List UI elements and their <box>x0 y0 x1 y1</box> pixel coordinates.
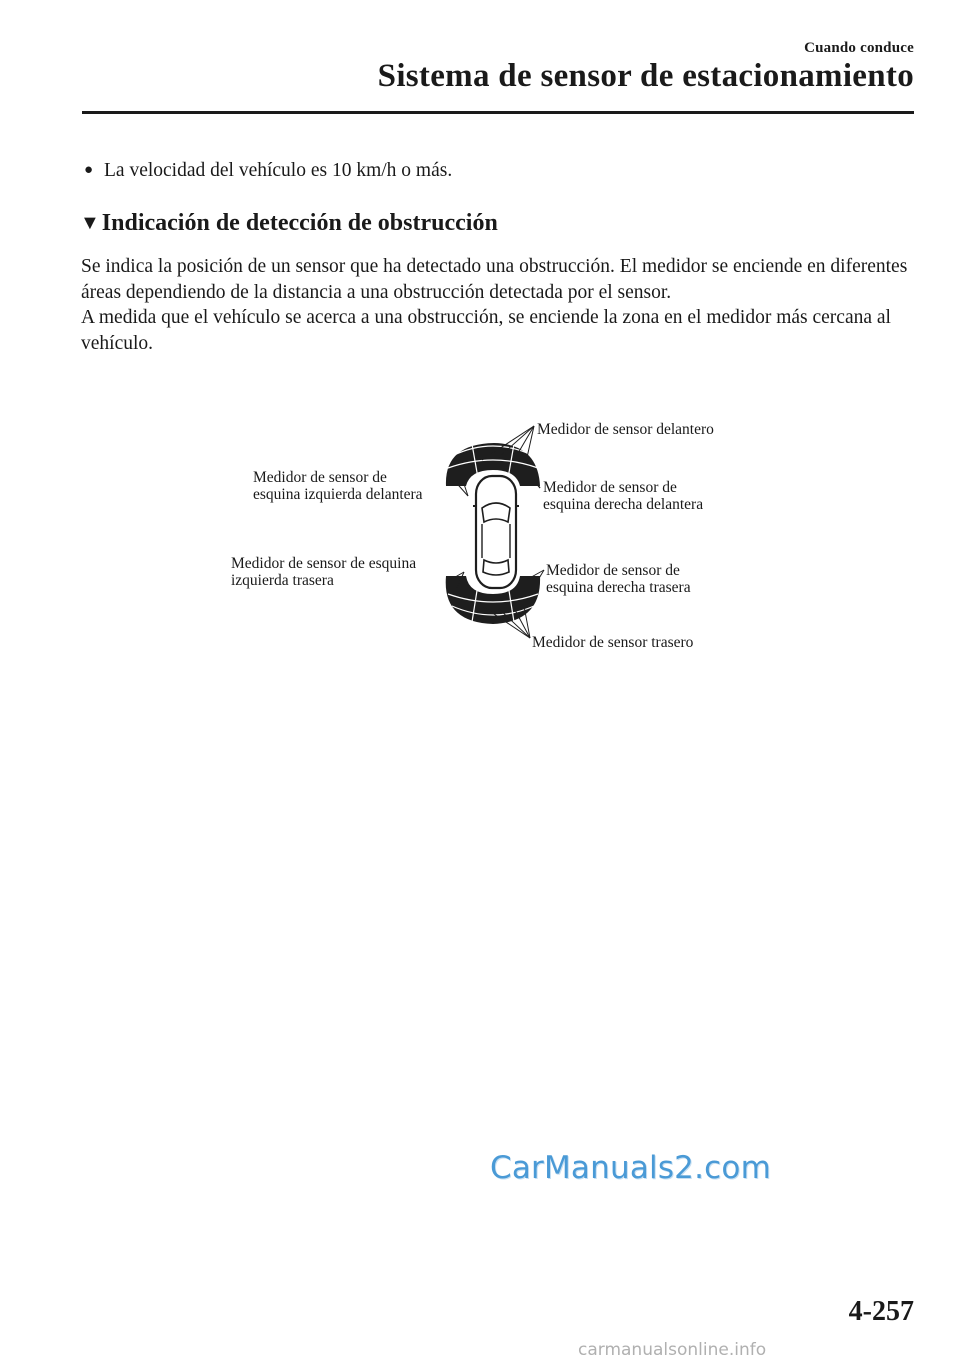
label-front-right-corner <box>543 480 703 513</box>
label-rear-right-line-1: Medidor de sensor de <box>546 562 680 579</box>
label-front-left-line-2: esquina izquierda delantera <box>253 485 423 503</box>
section-heading-text: Indicación de detección de obstrucción <box>101 210 498 236</box>
chapter-label: Cuando conduce <box>804 40 914 56</box>
label-front-right-line-1: Medidor de sensor de <box>543 479 677 496</box>
bullet-item <box>84 160 452 182</box>
page-number: 4-257 <box>848 1296 914 1327</box>
body-paragraph-2: A medida que el vehículo se acerca a una obstrucción, se enciende la zona en el medidor más cercana al vehículo. <box>81 307 891 354</box>
label-rear-left-line-1: Medidor de sensor de esquina <box>231 555 417 572</box>
body-text <box>81 254 921 356</box>
section-heading <box>80 210 498 237</box>
label-front-right-line-2: esquina derecha delantera <box>543 495 704 513</box>
triangle-marker-icon: ▼ <box>80 212 100 234</box>
page-title: Sistema de sensor de estacionamiento <box>377 58 914 94</box>
label-rear-left-corner <box>231 556 416 589</box>
bullet-icon: ● <box>84 162 94 178</box>
label-rear-right-line-2: esquina derecha trasera <box>546 578 691 596</box>
label-rear-left-line-2: izquierda trasera <box>231 571 334 589</box>
label-front-left-line-1: Medidor de sensor de <box>253 469 387 486</box>
bullet-text: La velocidad del vehículo es 10 km/h o más. <box>104 160 453 181</box>
label-rear-sensor: Medidor de sensor trasero <box>532 634 694 651</box>
label-front-sensor: Medidor de sensor delantero <box>537 421 714 438</box>
car-top-view-icon <box>473 476 519 588</box>
watermark-logo: CarManuals2.com <box>490 1150 771 1186</box>
label-front-left-corner <box>253 470 423 503</box>
footer-site-link[interactable]: carmanualsonline.info <box>578 1340 767 1360</box>
car-sensor-illustration <box>220 410 780 660</box>
body-paragraph-1: Se indica la posición de un sensor que ha detectado una obstrucción. El medidor se enciende en diferentes áreas dependiendo de la distancia a una obstrucción detectada por el sensor. <box>81 256 908 303</box>
parking-sensor-diagram <box>220 410 780 660</box>
label-rear-right-corner <box>546 563 691 596</box>
header-divider <box>82 111 914 114</box>
